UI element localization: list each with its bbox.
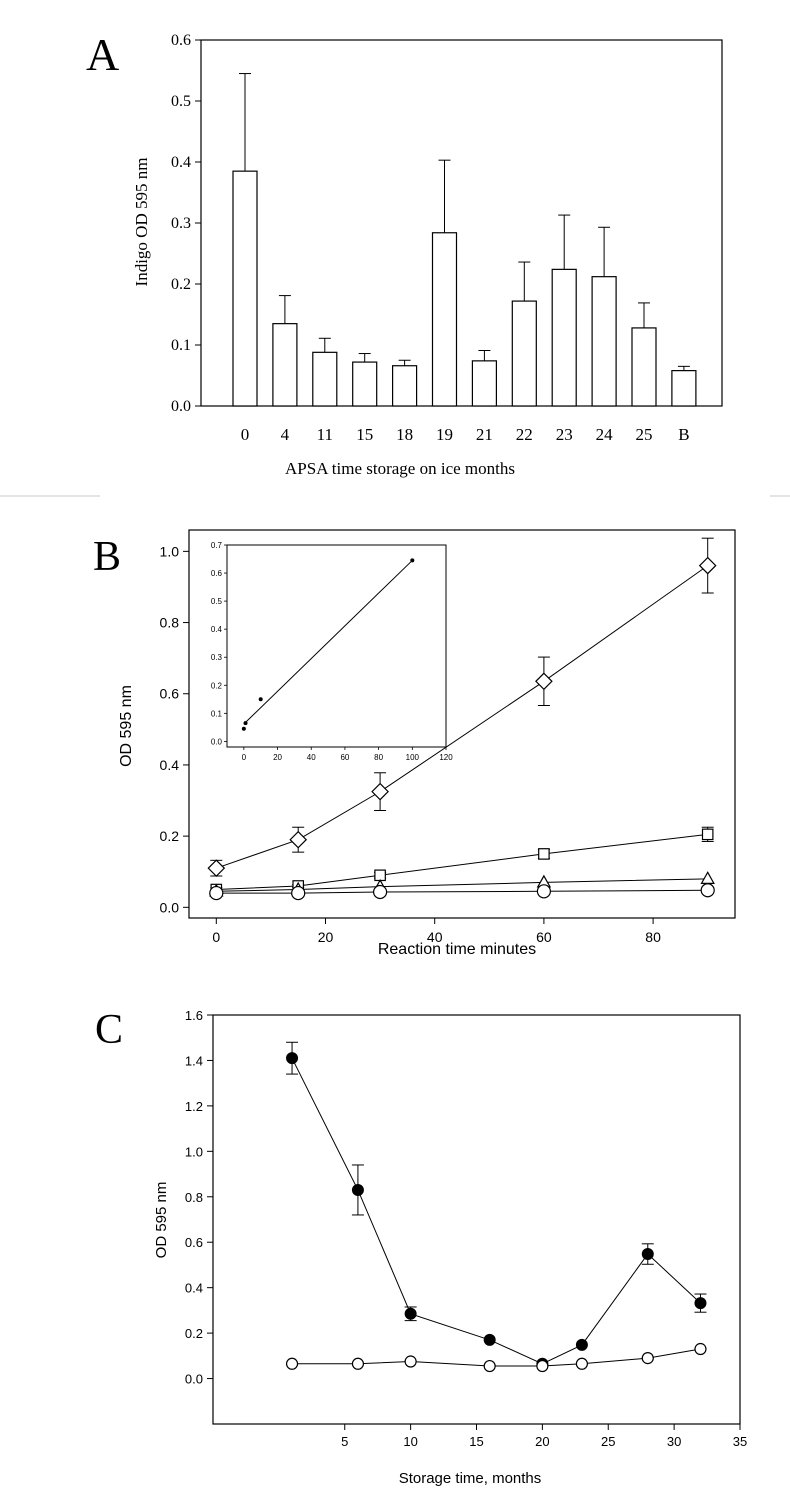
x-tick-label: 30 <box>666 1434 682 1449</box>
bar-0 <box>233 171 257 406</box>
data-point-filled-circle <box>352 1184 363 1195</box>
y-tick-label: 0.6 <box>159 685 179 702</box>
data-point-square <box>703 829 713 839</box>
data-point-filled-circle <box>484 1334 495 1345</box>
x-tick-label: 80 <box>645 929 661 945</box>
data-point-open-circle <box>484 1361 495 1372</box>
x-tick-label: 22 <box>515 425 533 444</box>
x-tick-label: 20 <box>535 1434 550 1449</box>
bar-11 <box>313 352 337 406</box>
bar-22 <box>512 301 536 406</box>
data-point-open-circle <box>287 1358 298 1369</box>
data-point-circle <box>292 887 305 900</box>
inset-y-tick-label: 0.5 <box>210 597 222 607</box>
y-tick-label: 0.4 <box>159 756 179 773</box>
inset-data-point <box>244 721 248 725</box>
panel-a-chart <box>132 32 722 478</box>
inset-x-tick-label: 80 <box>374 753 384 762</box>
x-tick-label: 40 <box>426 929 443 945</box>
y-tick-label: 1.2 <box>184 1098 203 1114</box>
y-tick-label: 0.5 <box>171 93 191 110</box>
x-tick-label: 19 <box>436 425 453 444</box>
x-tick-label: 24 <box>595 425 613 444</box>
bar-24 <box>592 277 616 406</box>
bar-B <box>672 371 696 406</box>
x-tick-label: 25 <box>635 425 653 444</box>
x-tick-label: 20 <box>317 929 334 945</box>
x-tick-label: 4 <box>280 425 290 444</box>
panel-b-chart <box>118 530 735 958</box>
series-line-circle <box>216 890 707 893</box>
x-tick-label: 10 <box>403 1434 418 1449</box>
inset-y-tick-label: 0.6 <box>210 569 222 579</box>
inset-x-tick-label: 20 <box>273 753 282 762</box>
y-tick-label: 0.4 <box>171 154 191 171</box>
x-tick-label: B <box>678 425 690 444</box>
x-tick-label: 0 <box>212 929 221 945</box>
inset-x-tick-label: 0 <box>241 753 247 762</box>
x-tick-label: 60 <box>536 929 552 945</box>
inset-y-tick-label: 0.7 <box>210 541 222 550</box>
inset-y-tick-label: 0.0 <box>210 737 222 747</box>
data-point-circle <box>210 887 223 900</box>
inset-x-tick-label: 40 <box>306 753 316 762</box>
inset-data-point <box>242 727 246 731</box>
data-point-diamond <box>372 784 388 800</box>
x-tick-label: 18 <box>396 425 414 444</box>
inset-y-tick-label: 0.3 <box>210 653 222 663</box>
y-tick-label: 0.0 <box>159 899 179 916</box>
bar-18 <box>393 366 417 406</box>
panel-c-chart <box>153 1008 747 1487</box>
y-tick-label: 0.6 <box>184 1235 203 1251</box>
y-axis-label: OD 595 nm <box>153 1181 170 1259</box>
inset-y-tick-label: 0.1 <box>210 709 222 719</box>
y-tick-label: 0.6 <box>171 32 191 49</box>
panel-b-letter: B <box>93 534 122 580</box>
x-tick-label: 5 <box>341 1434 349 1449</box>
data-point-diamond <box>208 860 224 876</box>
y-tick-label: 0.8 <box>159 614 179 631</box>
y-tick-label: 0.0 <box>184 1371 203 1387</box>
bar-21 <box>472 361 496 406</box>
panel-a-letter: A <box>86 29 120 80</box>
data-point-open-circle <box>642 1353 653 1364</box>
y-tick-label: 0.0 <box>171 398 191 415</box>
x-axis-label: APSA time storage on ice months <box>285 459 515 478</box>
x-tick-label: 15 <box>469 1434 484 1449</box>
y-tick-label: 0.3 <box>171 215 191 232</box>
inset-data-point <box>410 558 414 562</box>
data-point-open-circle <box>695 1344 706 1355</box>
data-point-diamond <box>536 673 552 689</box>
bar-23 <box>552 269 576 406</box>
x-tick-label: 23 <box>555 425 573 444</box>
x-tick-label: 21 <box>475 425 493 444</box>
y-tick-label: 0.2 <box>171 276 191 293</box>
x-tick-label: 35 <box>732 1434 748 1449</box>
data-point-open-circle <box>537 1361 548 1372</box>
data-point-open-circle <box>352 1358 363 1369</box>
inset-x-tick-label: 120 <box>439 753 453 762</box>
data-point-diamond <box>290 832 306 848</box>
data-point-circle <box>374 886 387 899</box>
data-point-open-circle <box>405 1356 416 1367</box>
inset-data-point <box>259 697 263 701</box>
x-tick-label: 11 <box>316 425 333 444</box>
y-tick-label: 0.4 <box>184 1280 203 1296</box>
y-tick-label: 0.2 <box>159 828 179 845</box>
y-tick-label: 1.0 <box>159 543 179 560</box>
bar-15 <box>353 362 377 406</box>
y-tick-label: 1.6 <box>184 1008 203 1023</box>
y-axis-label: Indigo OD 595 nm <box>132 157 151 287</box>
series-line-triangle <box>216 879 707 891</box>
y-tick-label: 1.0 <box>184 1144 203 1160</box>
inset-y-tick-label: 0.2 <box>210 681 222 691</box>
inset-y-tick-label: 0.4 <box>210 625 222 635</box>
data-point-filled-circle <box>695 1298 706 1309</box>
y-axis-label: OD 595 nm <box>118 685 135 767</box>
y-tick-label: 0.8 <box>184 1189 203 1205</box>
data-point-open-circle <box>576 1358 587 1369</box>
data-point-circle <box>537 885 550 898</box>
data-point-square <box>375 870 385 880</box>
bar-4 <box>273 324 297 406</box>
inset-x-tick-label: 60 <box>340 753 350 762</box>
y-tick-label: 0.2 <box>184 1326 203 1342</box>
x-axis-label: Reaction time minutes <box>377 941 537 958</box>
bar-19 <box>433 233 457 406</box>
data-point-filled-circle <box>405 1308 416 1319</box>
y-tick-label: 1.4 <box>184 1053 203 1069</box>
data-point-filled-circle <box>642 1249 653 1260</box>
x-tick-label: 25 <box>601 1434 616 1449</box>
data-point-circle <box>701 884 714 897</box>
data-point-square <box>539 849 549 859</box>
x-tick-label: 0 <box>240 425 250 444</box>
panel-c-letter: C <box>95 1007 124 1053</box>
inset-x-tick-label: 100 <box>405 753 419 762</box>
data-point-diamond <box>700 558 716 574</box>
inset-frame <box>227 545 446 747</box>
series-line-filled-circle <box>292 1058 700 1364</box>
data-point-triangle <box>702 872 714 883</box>
data-point-filled-circle <box>576 1339 587 1350</box>
y-tick-label: 0.1 <box>171 337 191 354</box>
data-point-filled-circle <box>287 1053 298 1064</box>
bar-25 <box>632 328 656 406</box>
x-tick-label: 15 <box>356 425 374 444</box>
x-axis-label: Storage time, months <box>398 1470 542 1487</box>
